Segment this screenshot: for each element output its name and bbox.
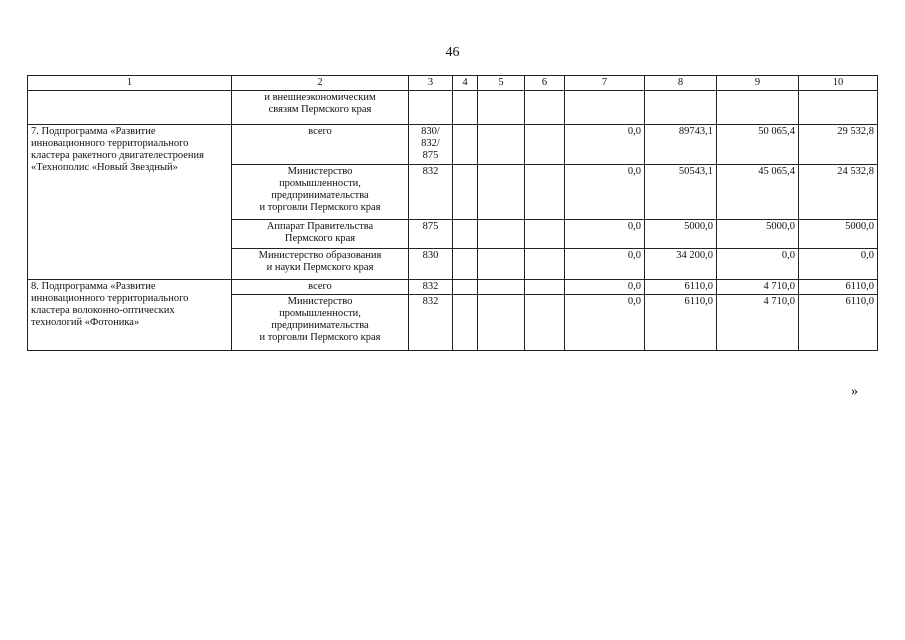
code-line: 830/ (421, 126, 440, 137)
c10-cell: 29 532,8 (799, 125, 878, 165)
c5-cell (478, 249, 525, 280)
executor-line: Министерство (287, 166, 353, 177)
c6-cell (525, 249, 565, 280)
executor-line: и внешнеэкономическим (264, 92, 376, 103)
code-cell (409, 220, 453, 249)
executor-cell (232, 91, 409, 125)
executor-line: связям Пермского края (268, 104, 372, 115)
c5-cell (478, 125, 525, 165)
code-cell (409, 280, 453, 295)
c8-cell: 50543,1 (645, 165, 717, 220)
c9-cell: 4 710,0 (717, 280, 799, 295)
code-line: 832 (422, 296, 439, 307)
executor-line: предпринимательства (271, 320, 369, 331)
code-line: 830 (422, 250, 439, 261)
code-cell (409, 295, 453, 351)
c4-cell (453, 165, 478, 220)
col-header-7: 7 (565, 76, 645, 91)
subprogram-cell-empty (28, 91, 232, 125)
executor-cell (232, 295, 409, 351)
code-line: 832/ (421, 138, 440, 149)
code-line: 832 (422, 166, 439, 177)
c6-cell (525, 220, 565, 249)
c5-cell (478, 220, 525, 249)
subprogram-title-cell: 7. Подпрограмма «Развитие инновационного территориального кластера ракетного двигателестроения «Технополис «Новый Звездный» (28, 125, 232, 280)
col-header-1: 1 (28, 76, 232, 91)
c7-cell: 0,0 (565, 295, 645, 351)
c4-cell (453, 125, 478, 165)
executor-line: Пермского края (284, 233, 356, 244)
c10-cell: 24 532,8 (799, 165, 878, 220)
c9-cell: 0,0 (717, 249, 799, 280)
c6-cell (525, 280, 565, 295)
executor-line: всего (308, 281, 332, 292)
executor-line: предпринимательства (271, 190, 369, 201)
code-cell (409, 91, 453, 125)
c10-cell: 0,0 (799, 249, 878, 280)
c8-cell: 89743,1 (645, 125, 717, 165)
budget-table (27, 75, 878, 351)
c9-cell: 4 710,0 (717, 295, 799, 351)
col-header-6: 6 (525, 76, 565, 91)
c4-cell (453, 220, 478, 249)
c9-cell: 45 065,4 (717, 165, 799, 220)
c5-cell (478, 280, 525, 295)
executor-line: промышленности, (279, 178, 361, 189)
c4-cell (453, 91, 478, 125)
executor-line: Министерство (287, 296, 353, 307)
code-cell (409, 165, 453, 220)
c8-cell: 34 200,0 (645, 249, 717, 280)
executor-line: и науки Пермского края (266, 262, 374, 273)
col-header-4: 4 (453, 76, 478, 91)
code-line: 875 (422, 150, 439, 161)
page-number: 46 (445, 45, 460, 60)
c7-cell: 0,0 (565, 280, 645, 295)
c10-cell: 5000,0 (799, 220, 878, 249)
c8-cell: 6110,0 (645, 280, 717, 295)
col-header-5: 5 (478, 76, 525, 91)
executor-line: и торговли Пермского края (259, 202, 381, 213)
closing-quote: » (851, 384, 858, 399)
c7-cell: 0,0 (565, 165, 645, 220)
code-line: 875 (422, 221, 439, 232)
c8-cell (645, 91, 717, 125)
executor-line: всего (308, 126, 332, 137)
c8-cell: 6110,0 (645, 295, 717, 351)
c4-cell (453, 280, 478, 295)
executor-cell (232, 125, 409, 165)
executor-cell (232, 280, 409, 295)
c8-cell: 5000,0 (645, 220, 717, 249)
col-header-10: 10 (799, 76, 878, 91)
code-cell (409, 125, 453, 165)
c9-cell: 5000,0 (717, 220, 799, 249)
c6-cell (525, 295, 565, 351)
c7-cell (565, 91, 645, 125)
executor-line: промышленности, (279, 308, 361, 319)
c4-cell (453, 295, 478, 351)
c5-cell (478, 165, 525, 220)
executor-cell (232, 249, 409, 280)
c6-cell (525, 91, 565, 125)
c7-cell: 0,0 (565, 220, 645, 249)
executor-cell (232, 165, 409, 220)
c9-cell: 50 065,4 (717, 125, 799, 165)
executor-line: Министерство образования (258, 250, 382, 261)
col-header-2: 2 (232, 76, 409, 91)
c10-cell: 6110,0 (799, 295, 878, 351)
c5-cell (478, 91, 525, 125)
table-row (28, 280, 878, 295)
executor-cell (232, 220, 409, 249)
c7-cell: 0,0 (565, 125, 645, 165)
c9-cell (717, 91, 799, 125)
c10-cell (799, 91, 878, 125)
col-header-8: 8 (645, 76, 717, 91)
subprogram-title-cell: 8. Подпрограмма «Развитие инновационного территориального кластера волоконно-оптических технологий «Фотоника» (28, 280, 232, 351)
col-header-3: 3 (409, 76, 453, 91)
c7-cell: 0,0 (565, 249, 645, 280)
executor-line: и торговли Пермского края (259, 332, 381, 343)
c5-cell (478, 295, 525, 351)
continuation-row (28, 91, 878, 125)
c6-cell (525, 125, 565, 165)
col-header-9: 9 (717, 76, 799, 91)
code-cell (409, 249, 453, 280)
c4-cell (453, 249, 478, 280)
executor-line: Аппарат Правительства (266, 221, 374, 232)
c6-cell (525, 165, 565, 220)
header-row (28, 76, 878, 91)
code-line: 832 (422, 281, 439, 292)
c10-cell: 6110,0 (799, 280, 878, 295)
table-row (28, 125, 878, 165)
